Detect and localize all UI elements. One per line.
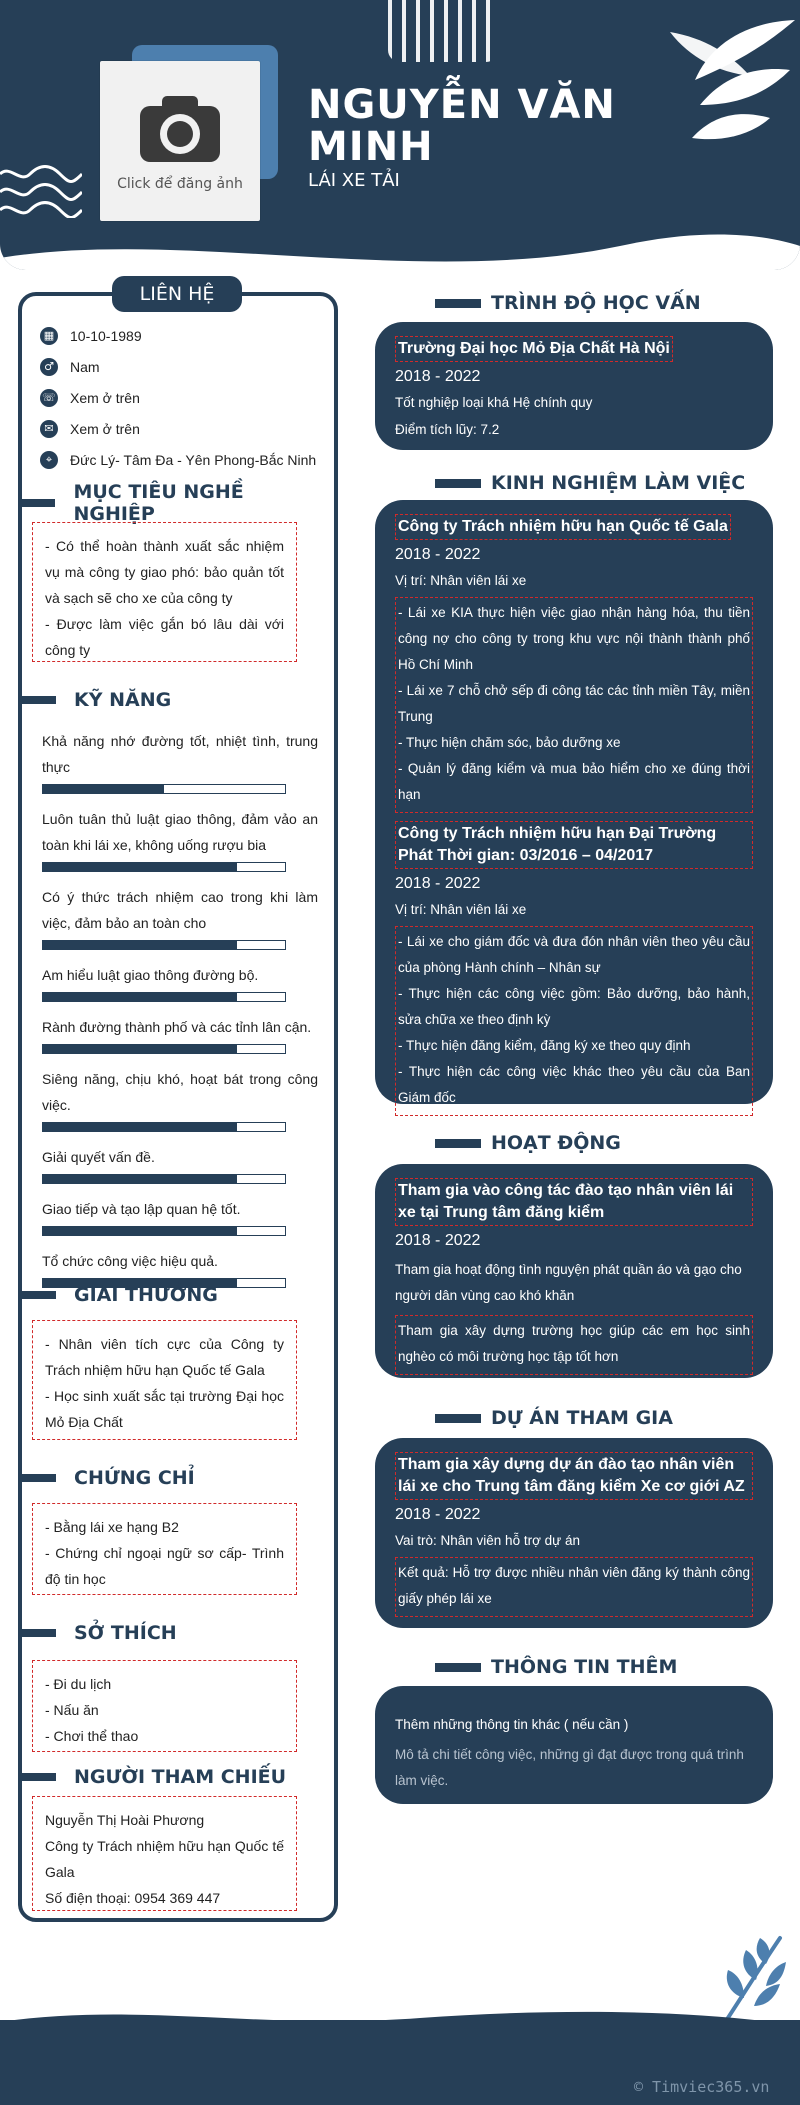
job-details: - Lái xe cho giám đốc và đưa đón nhân viên theo yêu cầu của phòng Hành chính – Nhân sự - Thực hiện các công việc gồm: Bảo dưỡng, bảo hành, sửa chữa xe theo định kỳ - Thực hiện đăng kiểm, đăng ký xe theo quy định - Thực hiện các công việc khác theo yêu cầu của Ban Giám đốc (395, 926, 753, 1116)
contact-gender: Nam (70, 358, 100, 375)
title-bar (18, 499, 55, 507)
skill-item (42, 962, 318, 1002)
project-role: Vai trò: Nhân viên hỗ trợ dự án (395, 1533, 580, 1548)
extra-card (375, 1686, 773, 1804)
objective-text: - Có thể hoàn thành xuất sắc nhiệm vụ mà công ty giao phó: bảo quản tốt và sạch sẽ cho xe của công ty - Được làm việc gắn bó lâu dài với công ty (32, 522, 297, 662)
skill-bar (42, 862, 286, 872)
header-wave-decoration (0, 218, 800, 270)
skill-bar-fill (43, 941, 237, 949)
awards-text: - Nhân viên tích cực của Công ty Trách nhiệm hữu hạn Quốc tế Gala - Học sinh xuất sắc tại trường Đại học Mỏ Địa Chất (32, 1320, 297, 1440)
awards-title-text: GIẢI THƯỞNG (74, 1284, 218, 1306)
education-years: 2018 - 2022 (395, 368, 481, 385)
contact-list (40, 320, 330, 475)
skill-label: Tổ chức công việc hiệu quả. (42, 1253, 218, 1269)
phone-icon: ☏ (40, 389, 58, 407)
certificates-title (18, 1463, 328, 1493)
skill-bar-fill (43, 1227, 237, 1235)
references-title (18, 1762, 328, 1792)
skill-label: Giải quyết vấn đề. (42, 1149, 155, 1165)
site-watermark: © Timviec365.vn (634, 2078, 770, 2096)
title-bar (18, 1474, 56, 1482)
skill-bar (42, 992, 286, 1002)
education-line-1: Tốt nghiệp loại khá Hệ chính quy (395, 395, 593, 410)
title-bar (435, 1414, 481, 1423)
spacer (395, 813, 753, 821)
job-years: 2018 - 2022 (395, 875, 481, 892)
wavy-lines-icon (0, 160, 82, 218)
activities-title-text: HOẠT ĐỘNG (491, 1132, 621, 1154)
education-title-text: TRÌNH ĐỘ HỌC VẤN (491, 292, 701, 314)
hobbies-text: - Đi du lịch - Nấu ăn - Chơi thể thao (32, 1660, 297, 1752)
activity-line-2: Tham gia xây dựng trường học giúp các em học sinh nghèo có môi trường học tập tốt hơn (395, 1315, 753, 1375)
contact-title: LIÊN HỆ (112, 276, 242, 312)
project-name: Tham gia xây dựng dự án đào tạo nhân viên lái xe cho Trung tâm đăng kiểm Xe cơ giới AZ (395, 1452, 753, 1500)
job-details: - Lái xe KIA thực hiện việc giao nhận hàng hóa, thu tiền công nợ cho công ty trong khu vực nội thành thành phố Hồ Chí Minh - Lái xe 7 chỗ chở sếp đi công tác các tỉnh miền Tây, miền Trung - Thực hiện chăm sóc, bảo dưỡng xe - Quản lý đăng kiểm và mua bảo hiểm cho xe đúng thời hạn (395, 597, 753, 813)
contact-address-row (40, 444, 330, 475)
skill-item (42, 806, 318, 872)
title-bar (435, 299, 481, 308)
contact-email: Xem ở trên (70, 420, 140, 437)
hobbies-title (18, 1618, 328, 1648)
contact-phone: Xem ở trên (70, 389, 140, 406)
hobbies-title-text: SỞ THÍCH (74, 1622, 177, 1644)
location-icon: ⌖ (40, 451, 58, 469)
decorative-stripes (388, 0, 498, 62)
job-title: LÁI XE TẢI (308, 170, 400, 191)
skill-item (42, 1066, 318, 1132)
activities-card (375, 1164, 773, 1378)
skill-label: Có ý thức trách nhiệm cao trong khi làm việc, đảm bảo an toàn cho (42, 889, 318, 931)
skill-label: Siêng năng, chịu khó, hoạt bát trong công việc. (42, 1071, 318, 1113)
references-text: Nguyễn Thị Hoài Phương Công ty Trách nhiệm hữu hạn Quốc tế Gala Số điện thoại: 0954 369 447 (32, 1796, 297, 1911)
skill-bar (42, 1122, 286, 1132)
header-banner (0, 0, 800, 270)
skill-bar (42, 1226, 286, 1236)
activity-years: 2018 - 2022 (395, 1232, 481, 1249)
contact-birthdate-row (40, 320, 330, 351)
job-position: Vị trí: Nhân viên lái xe (395, 573, 527, 588)
skill-item (42, 1196, 318, 1236)
skills-title-text: KỸ NĂNG (74, 689, 172, 711)
references-title-text: NGƯỜI THAM CHIẾU (74, 1766, 287, 1788)
activities-title (435, 1128, 765, 1158)
awards-title (18, 1280, 328, 1310)
job-position: Vị trí: Nhân viên lái xe (395, 902, 527, 917)
certificates-text: - Bằng lái xe hạng B2 - Chứng chỉ ngoại ngữ sơ cấp- Trình độ tin học (32, 1503, 297, 1595)
photo-upload-caption: Click để đăng ảnh (117, 176, 243, 192)
projects-title (435, 1403, 765, 1433)
skill-bar (42, 1044, 286, 1054)
activity-name: Tham gia vào công tác đào tạo nhân viên lái xe tại Trung tâm đăng kiểm (395, 1178, 753, 1226)
skill-item (42, 884, 318, 950)
project-years: 2018 - 2022 (395, 1506, 481, 1523)
skill-label: Giao tiếp và tạo lập quan hệ tốt. (42, 1201, 241, 1217)
contact-birthdate: 10-10-1989 (70, 327, 142, 344)
education-line-2: Điểm tích lũy: 7.2 (395, 422, 500, 437)
skill-label: Am hiểu luật giao thông đường bộ. (42, 967, 259, 983)
profile-photo-area[interactable] (100, 45, 278, 225)
certificates-title-text: CHỨNG CHỈ (74, 1467, 195, 1489)
camera-icon (134, 90, 226, 166)
education-school: Trường Đại học Mỏ Địa Chất Hà Nội (395, 336, 673, 362)
photo-placeholder[interactable] (100, 61, 260, 221)
contact-email-row (40, 413, 330, 444)
title-bar (18, 696, 56, 704)
contact-gender-row (40, 351, 330, 382)
skill-bar (42, 784, 286, 794)
project-result: Kết quả: Hỗ trợ được nhiều nhân viên đăng ký thành công giấy phép lái xe (395, 1557, 753, 1617)
job-company: Công ty Trách nhiệm hữu hạn Quốc tế Gala (395, 514, 731, 540)
experience-title (435, 468, 765, 498)
extra-line-2: Mô tả chi tiết công việc, những gì đạt được trong quá trình làm việc. (395, 1747, 744, 1788)
candidate-name: NGUYỄN VĂN MINH (308, 82, 616, 170)
experience-title-text: KINH NGHIỆM LÀM VIỆC (491, 472, 746, 494)
title-bar (18, 1629, 56, 1637)
extra-line-1: Thêm những thông tin khác ( nếu cần ) (395, 1717, 629, 1732)
projects-title-text: DỰ ÁN THAM GIA (491, 1407, 673, 1429)
job-company: Công ty Trách nhiệm hữu hạn Đại Trường Phát Thời gian: 03/2016 – 04/2017 (395, 821, 753, 869)
skill-bar-fill (43, 785, 164, 793)
skill-label: Luôn tuân thủ luật giao thông, đảm vảo an toàn khi lái xe, không uống rượu bia (42, 811, 318, 853)
skill-item (42, 1144, 318, 1184)
contact-phone-row (40, 382, 330, 413)
objective-title (18, 481, 328, 525)
activity-line-1: Tham gia hoạt động tình nguyện phát quần áo và gạo cho người dân vùng cao khó khăn (395, 1262, 742, 1303)
skill-label: Rành đường thành phố và các tỉnh lân cận. (42, 1019, 312, 1035)
email-icon: ✉ (40, 420, 58, 438)
skills-title (18, 685, 328, 715)
title-bar (435, 1139, 481, 1148)
experience-card (375, 500, 773, 1104)
extra-title (435, 1652, 765, 1682)
skill-bar-fill (43, 1175, 237, 1183)
title-bar (435, 1663, 481, 1672)
title-bar (18, 1291, 56, 1299)
extra-title-text: THÔNG TIN THÊM (491, 1656, 678, 1678)
skill-bar-fill (43, 993, 237, 1001)
skill-bar (42, 1174, 286, 1184)
education-card (375, 322, 773, 450)
job-years: 2018 - 2022 (395, 546, 481, 563)
skill-bar-fill (43, 863, 237, 871)
skill-label: Khả năng nhớ đường tốt, nhiệt tình, trung thực (42, 733, 318, 775)
gender-icon: ♂ (40, 358, 58, 376)
skill-bar (42, 940, 286, 950)
calendar-icon: ▦ (40, 327, 58, 345)
education-title (435, 288, 765, 318)
objective-title-text: MỤC TIÊU NGHỀ NGHIỆP (73, 481, 244, 525)
skill-item (42, 728, 318, 794)
skill-item (42, 1014, 318, 1054)
skill-bar-fill (43, 1123, 237, 1131)
skill-bar-fill (43, 1045, 237, 1053)
title-bar (435, 479, 481, 488)
title-bar (18, 1773, 56, 1781)
projects-card (375, 1438, 773, 1628)
skills-list (42, 728, 318, 1300)
contact-address: Đức Lý- Tâm Đa - Yên Phong-Bắc Ninh (70, 451, 317, 468)
